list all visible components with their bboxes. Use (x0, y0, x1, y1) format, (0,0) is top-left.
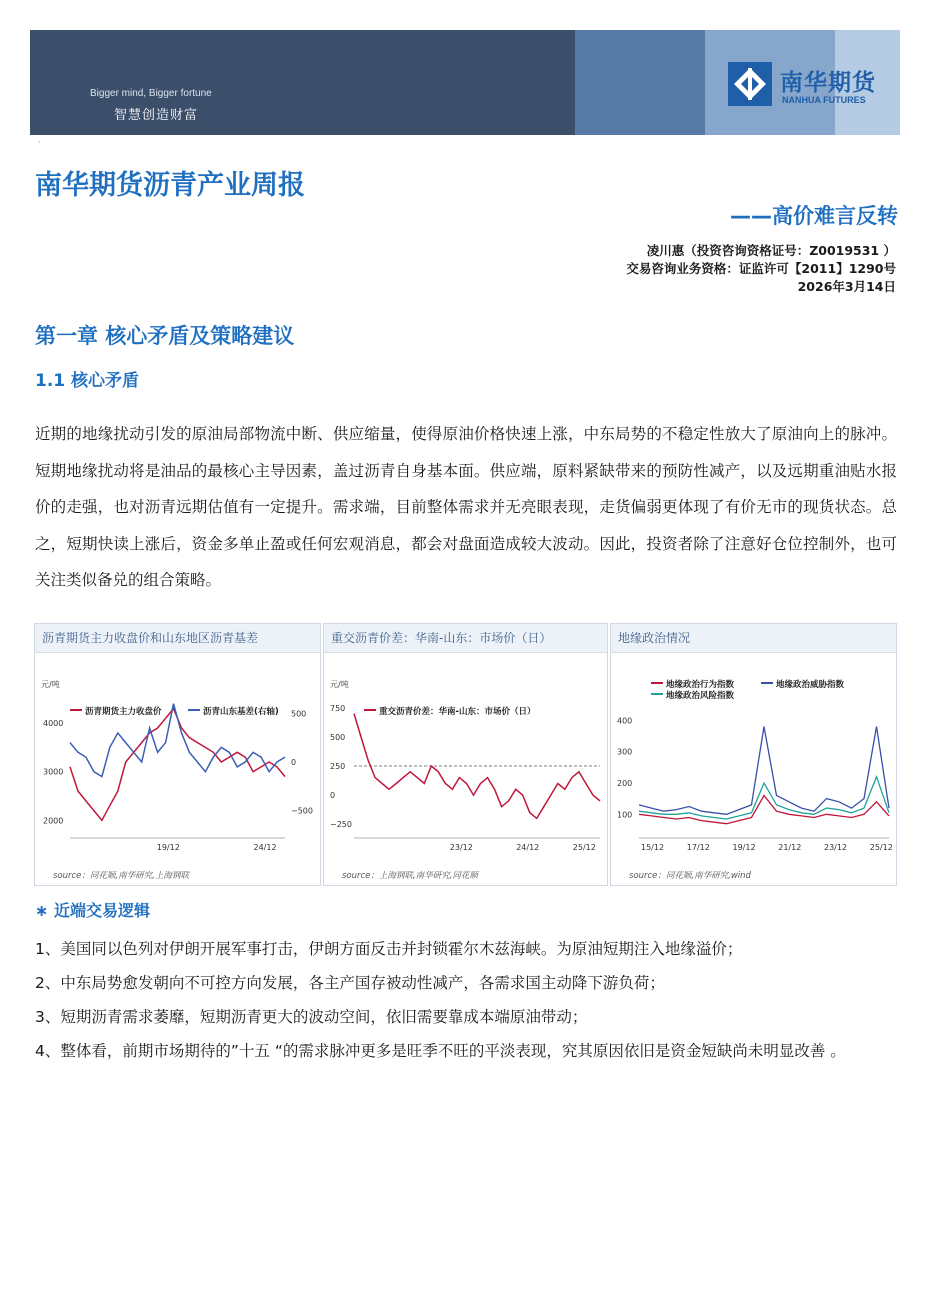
logic-list (35, 932, 897, 1068)
y-right-tick-label: 0 (291, 758, 297, 767)
y-tick-label: 3000 (43, 767, 64, 777)
chart-source: source：上海钢联,南华研究,同花顺 (342, 871, 478, 881)
y-right-tick-label: −500 (291, 806, 313, 816)
date-line: 2026年3月14日 (797, 279, 896, 294)
legend-label: 地缘政治威胁指数 (776, 680, 845, 690)
series-line-3 (639, 777, 889, 819)
chart-panel-title: 沥青期货主力收盘价和山东地区沥青基差 (35, 624, 320, 653)
slogan-english: Bigger mind, Bigger fortune (90, 88, 212, 99)
list-item: 1、美国同以色列对伊朗开展军事打击，伊朗方面反击并封锁霍尔木兹海峡。为原油短期注入地缘溢价； (35, 940, 743, 958)
legend-label: 沥青期货主力收盘价 (85, 707, 162, 717)
logo-text-cn: 南华期货 (780, 70, 876, 96)
chart-2 (324, 652, 607, 864)
y-tick-label: 250 (330, 762, 346, 771)
x-tick-label: 19/12 (732, 843, 756, 852)
y-tick-label: 200 (617, 778, 633, 788)
logic-heading-text: 近端交易逻辑 (53, 901, 150, 920)
y-tick-label: 500 (330, 732, 346, 742)
chapter-title: 第一章 核心矛盾及策略建议 (35, 324, 295, 348)
chart-source: source：同花顺,南华研究,上海钢联 (53, 871, 189, 881)
y-tick-label: 100 (617, 810, 633, 820)
chart-panel-1 (34, 623, 321, 886)
chart-1 (35, 652, 320, 864)
section-title: 1.1 核心矛盾 (35, 371, 140, 391)
chart-panel-3 (610, 623, 897, 886)
report-title: 南华期货沥青产业周报 (35, 170, 305, 201)
divider-dot: · (38, 138, 41, 147)
list-item: 4、整体看，前期市场期待的”十五 “的需求脉冲更多是旺季不旺的平淡表现，究其原因依旧是资金短缺尚未明显改善 。 (35, 1042, 846, 1060)
series-line-2 (639, 727, 889, 815)
logo-text-en: NANHUA FUTURES (782, 95, 866, 105)
y-tick-label: 2000 (43, 816, 64, 826)
x-tick-label: 24/12 (516, 843, 540, 852)
logic-heading (35, 898, 150, 921)
banner-block (575, 30, 705, 135)
legend-label: 重交沥青价差：华南-山东：市场价（日） (379, 707, 536, 717)
x-tick-label: 25/12 (572, 843, 596, 852)
chart-3 (611, 652, 896, 864)
y-tick-label: 4000 (43, 719, 64, 729)
author-line: 凌川惠（投资咨询资格证号：Z0019531 ） (646, 243, 896, 258)
chart-panel-2 (323, 623, 608, 886)
report-subtitle: ——高价难言反转 (730, 204, 898, 228)
chart-panel-title: 重交沥青价差：华南-山东：市场价（日） (324, 624, 607, 653)
y-right-tick-label: 500 (291, 709, 307, 719)
legend-label: 沥青山东基差(右轴) (203, 707, 279, 717)
y-tick-label: −250 (330, 820, 352, 830)
list-item: 3、短期沥青需求萎靡，短期沥青更大的波动空间，依旧需要靠成本端原油带动； (35, 1008, 588, 1026)
header-banner (30, 30, 900, 135)
unit-label: 元/吨 (330, 680, 349, 689)
unit-label: 元/吨 (41, 680, 60, 689)
report-meta (626, 242, 896, 296)
x-tick-label: 25/12 (869, 843, 893, 852)
y-tick-label: 750 (330, 703, 346, 713)
license-line: 交易咨询业务资格：证监许可【2011】1290号 (626, 261, 896, 276)
bullet-star-icon: ∗ (35, 901, 49, 920)
x-tick-label: 23/12 (449, 843, 473, 852)
x-tick-label: 15/12 (641, 843, 665, 852)
core-paragraph: 近期的地缘扰动引发的原油局部物流中断、供应缩量，使得原油价格快速上涨，中东局势的不稳定性放大了原油向上的脉冲。短期地缘扰动将是油品的最核心主导因素，盖过沥青自身基本面。供应端，原料紧缺带来的预防性减产，以及远期重油贴水报价的走强，也对沥青远期估值有一定提升。需求端，目前整体需求并无亮眼表现，走货偏弱更体现了有价无市的现货状态。总之，短期快读上涨后，资金多单止盈或任何宏观消息，都会对盘面造成较大波动。因此，投资者除了注意好仓位控制外，也可关注类似备兑的组合策略。 (35, 425, 897, 589)
logo-mark-icon (728, 62, 772, 106)
y-tick-label: 0 (330, 791, 336, 801)
series-line-1 (70, 709, 285, 821)
y-tick-label: 300 (617, 747, 633, 757)
x-tick-label: 19/12 (156, 843, 180, 852)
x-tick-label: 17/12 (686, 843, 710, 852)
legend-label: 地缘政治行为指数 (666, 680, 735, 690)
y-tick-label: 400 (617, 716, 633, 726)
legend-label: 地缘政治风险指数 (666, 691, 735, 701)
chart-panel-title: 地缘政治情况 (611, 624, 896, 653)
list-item: 2、中东局势愈发朝向不可控方向发展，各主产国存被动性减产，各需求国主动降下游负荷； (35, 974, 665, 992)
x-tick-label: 24/12 (253, 843, 277, 852)
x-tick-label: 21/12 (778, 843, 802, 852)
x-tick-label: 23/12 (824, 843, 848, 852)
company-logo (728, 62, 893, 110)
chart-source: source：同花顺,南华研究,wind (629, 871, 751, 881)
slogan-chinese: 智慧创造财富 (114, 108, 199, 123)
